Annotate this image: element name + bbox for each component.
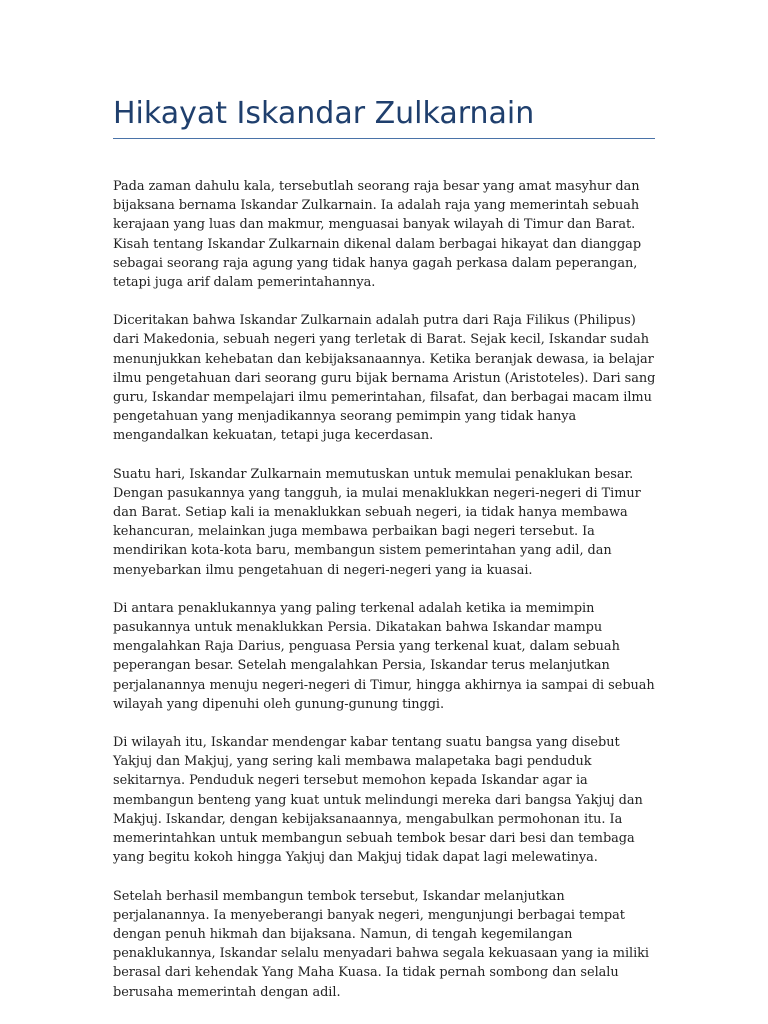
document-title: Hikayat Iskandar Zulkarnain — [113, 96, 535, 131]
paragraph-6: Setelah berhasil membangun tembok tersebut, Iskandar melanjutkan perjalanannya. Ia menyeberangi banyak negeri, mengunjungi berbagai tempat dengan penuh hikmah dan bijaksana. Namun, di tengah kegemilangan penaklukannya, Iskandar selalu menyadari bahwa segala kekuasaan yang ia miliki berasal dari kehendak Yang Maha Kuasa. Ia tidak pernah sombong dan selalu berusaha memerintah dengan adil. — [113, 888, 650, 1000]
paragraph-4: Di antara penaklukannya yang paling terkenal adalah ketika ia memimpin pasukannya untuk menaklukkan Persia. Dikatakan bahwa Iskandar mampu mengalahkan Raja Darius, penguasa Persia yang terkenal kuat, dalam sebuah peperangan besar. Setelah mengalahkan Persia, Iskandar terus melanjutkan perjalanannya menuju negeri-negeri di Timur, hingga akhirnya ia sampai di sebuah wilayah yang dipenuhi oleh gunung-gunung tinggi. — [113, 600, 655, 712]
paragraph-2: Diceritakan bahwa Iskandar Zulkarnain adalah putra dari Raja Filikus (Philipus) dari Makedonia, sebuah negeri yang terletak di Barat. Sejak kecil, Iskandar sudah menunjukkan kehebatan dan kebijaksanaannya. Ketika beranjak dewasa, ia belajar ilmu pengetahuan dari seorang guru bijak bernama Aristun (Aristoteles). Dari sang guru, Iskandar mempelajari ilmu pemerintahan, filsafat, dan berbagai macam ilmu pengetahuan yang menjadikannya seorang pemimpin yang tidak hanya mengandalkan kekuatan, tetapi juga kecerdasan. — [113, 313, 656, 444]
title-underline-divider — [113, 138, 655, 139]
paragraph-3: Suatu hari, Iskandar Zulkarnain memutuskan untuk memulai penaklukan besar. Dengan pasukannya yang tangguh, ia mulai menaklukkan negeri-negeri di Timur dan Barat. Setiap kali ia menaklukkan sebuah negeri, ia tidak hanya membawa kehancuran, melainkan juga membawa perbaikan bagi negeri tersebut. Ia mendirikan kota-kota baru, membangun sistem pemerintahan yang adil, dan menyebarkan ilmu pengetahuan di negeri-negeri yang ia kuasai. — [113, 466, 641, 578]
paragraph-5: Di wilayah itu, Iskandar mendengar kabar tentang suatu bangsa yang disebut Yakjuj dan Makjuj, yang sering kali membawa malapetaka bagi penduduk sekitarnya. Penduduk negeri tersebut memohon kepada Iskandar agar ia membangun benteng yang kuat untuk melindungi mereka dari bangsa Yakjuj dan Makjuj. Iskandar, dengan kebijaksanaannya, mengabulkan permohonan itu. Ia memerintahkan untuk membangun sebuah tembok besar dari besi dan tembaga yang begitu kokoh hingga Yakjuj dan Makjuj tidak dapat lagi melewatinya. — [113, 735, 643, 866]
paragraph-1: Pada zaman dahulu kala, tersebutlah seorang raja besar yang amat masyhur dan bijaksana bernama Iskandar Zulkarnain. Ia adalah raja yang memerintah sebuah kerajaan yang luas dan makmur, menguasai banyak wilayah di Timur dan Barat. Kisah tentang Iskandar Zulkarnain dikenal dalam berbagai hikayat dan dianggap sebagai seorang raja agung yang tidak hanya gagah perkasa dalam peperangan, tetapi juga arif dalam pemerintahannya. — [113, 179, 642, 291]
document-body — [113, 177, 659, 1021]
